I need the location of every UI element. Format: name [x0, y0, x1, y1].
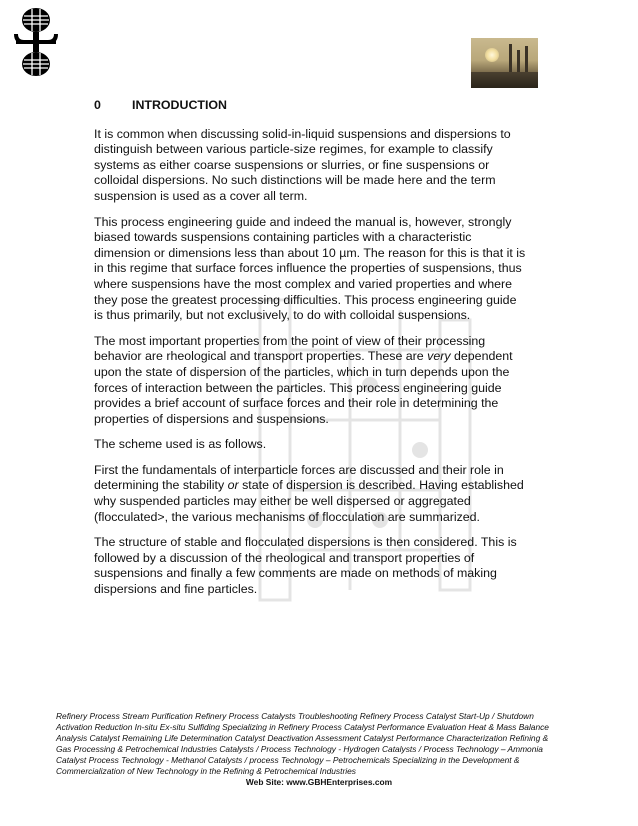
paragraph-2: This process engineering guide and indeed the manual is, however, strongly biased towards suspensions containing particles with a characteristic dimension or dimensions less than about 10 µm. The reason for this is that it is in this regime that surface forces influence the properties of suspensions, thus where suspensions have the most complex and varied properties and where they pose the greatest processing difficulties. This process engineering guide is thus primarily, but not exclusively, to do with colloidal suspensions.	[94, 214, 526, 323]
refinery-photo-icon	[471, 38, 538, 88]
paragraph-3-text-a: The most important properties from the point of view of their processing behavior are rheological and transport properties. These are	[94, 333, 486, 364]
footer-website[interactable]: Web Site: www.GBHEnterprises.com	[245, 777, 393, 787]
section-title: INTRODUCTION	[132, 98, 227, 112]
document-body	[94, 98, 526, 608]
gbh-emblem-icon	[12, 6, 60, 78]
paragraph-3	[94, 334, 526, 428]
paragraph-4: The scheme used is as follows.	[94, 437, 267, 452]
paragraph-5-text-a: First the fundamentals of interparticle forces are discussed and their role in determining the stability	[94, 462, 504, 493]
paragraph-3-text-b: dependent upon the state of dispersion of the particles, which in turn depends upon the forces of interaction between the particles. This process engineering guide provides a brief account of surface forces and their role in determining the properties of dispersions and suspensions.	[94, 349, 513, 426]
section-heading	[94, 98, 526, 114]
paragraph-6: The structure of stable and flocculated dispersions is then considered. This is followed by a discussion of the rheological and transport properties of suspensions and finally a few comments are made on methods of making dispersions and fine particles.	[94, 535, 517, 597]
section-number: 0	[94, 98, 101, 112]
paragraph-5-text-b: state of dispersion is described. Having established why suspended particles may either be well dispersed or aggregated (flocculated>, the various mechanisms of flocculation are summarized.	[94, 478, 524, 524]
paragraph-5	[94, 463, 526, 525]
footer-services: Refinery Process Stream Purification Refinery Process Catalysts Troubleshooting Refinery Process Catalyst Start-Up / Shutdown Activation Reduction In-situ Ex-situ Sulfiding Specializing in Refinery Process Catalyst Performance Evaluation Heat & Mass Balance Analysis Catalyst Remaining Life Determination Catalyst Deactivation Assessment Catalyst Performance Characterization Refining & Gas Processing & Petrochemical Industries Catalysts / Process Technology - Hydrogen Catalysts / Process Technology – Ammonia Catalyst Process Technology - Methanol Catalysts / process Technology – Petrochemicals Specializing in the Development & Commercialization of New Technology in the Refining & Petrochemical Industries	[56, 711, 549, 776]
paragraph-1: It is common when discussing solid-in-liquid suspensions and dispersions to distinguish between various particle-size regimes, for example to classify systems as either coarse suspensions or slurries, or fine suspensions or colloidal dispersions. No such distinctions will be made here and the term suspension is used as a cover all term.	[94, 126, 511, 203]
paragraph-5-emphasis: or	[227, 478, 239, 493]
paragraph-3-emphasis: very	[427, 349, 451, 364]
